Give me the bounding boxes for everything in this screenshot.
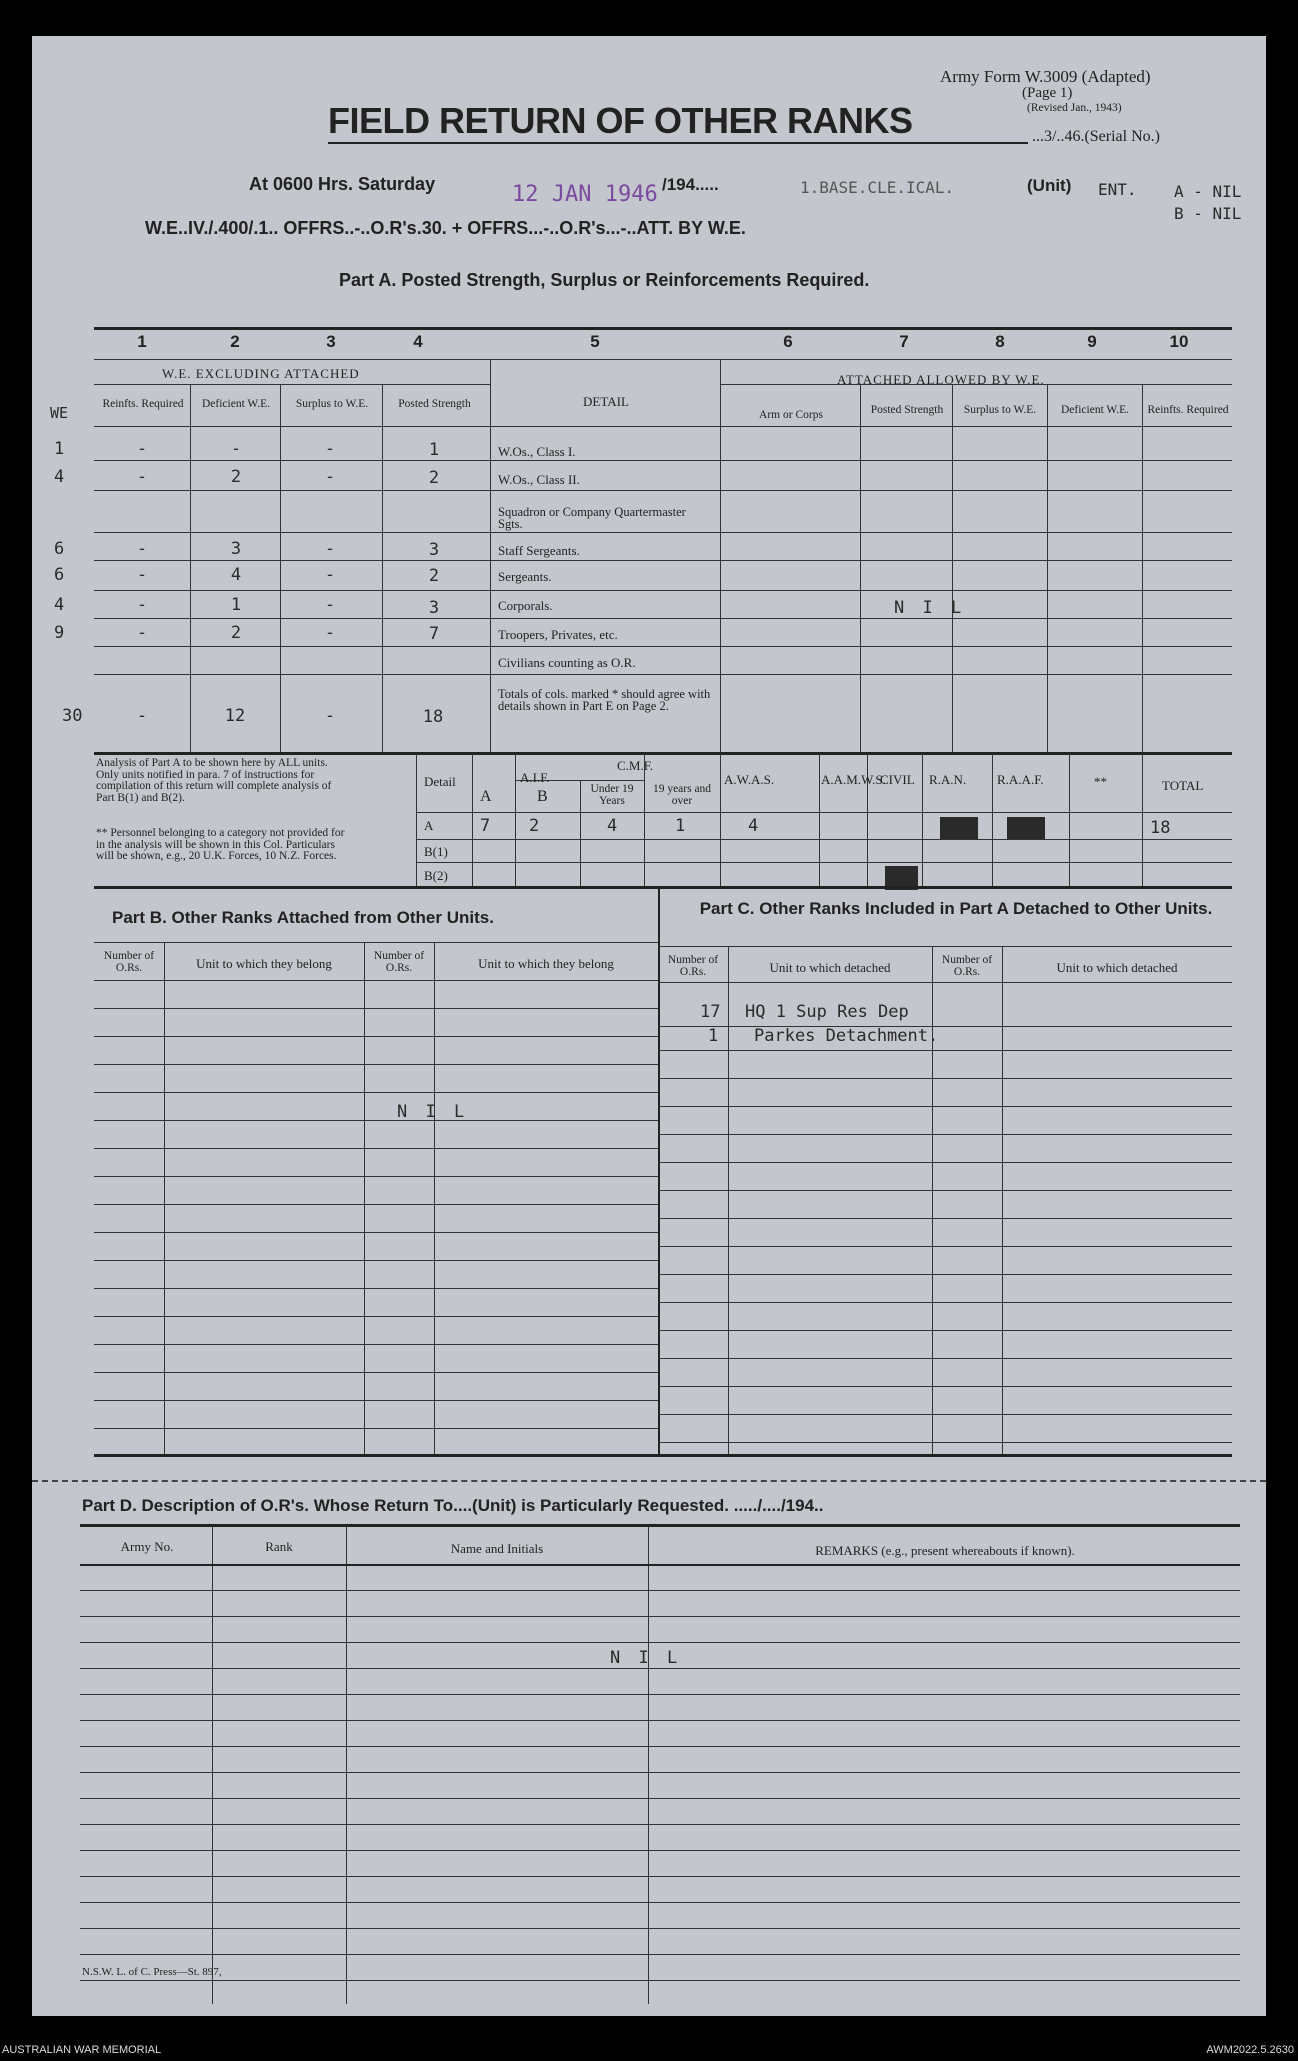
analysis-total-value: 18 xyxy=(1150,818,1171,838)
cell-reinfts: - xyxy=(136,623,148,643)
date-stamp: 12 JAN 1946 xyxy=(512,182,658,207)
part-d-nil: N I L xyxy=(610,1648,682,1668)
rule xyxy=(94,1344,658,1345)
rule xyxy=(658,1106,1232,1107)
rule xyxy=(80,1876,1240,1877)
part-c-unit: HQ 1 Sup Res Dep xyxy=(745,1002,909,1022)
detail-label: Troopers, Privates, etc. xyxy=(498,627,618,642)
rule xyxy=(80,1564,1240,1566)
head-arm-corps: Arm or Corps xyxy=(759,409,823,421)
col-number-3: 3 xyxy=(326,332,336,351)
analysis-awas: A.W.A.S. xyxy=(724,772,775,787)
unit-label: (Unit) xyxy=(1027,176,1072,195)
col-number-4: 4 xyxy=(413,332,423,351)
rule xyxy=(94,1316,658,1317)
part-a-title: Part A. Posted Strength, Surplus or Reinforcements Required. xyxy=(339,270,870,290)
col-number-2: 2 xyxy=(230,332,240,351)
part-d-head-name: Name and Initials xyxy=(450,1541,544,1556)
we-value: 6 xyxy=(54,539,65,559)
detail-label: Squadron or Company Quartermaster Sgts. xyxy=(498,505,686,531)
cell-posted: 2 xyxy=(428,566,440,586)
at-hours-line: At 0600 Hrs. Saturday xyxy=(249,174,436,194)
rule xyxy=(94,460,1232,461)
revised-date: (Revised Jan., 1943) xyxy=(1027,102,1122,114)
col-number-10: 10 xyxy=(1169,332,1189,351)
rule xyxy=(658,1274,1232,1275)
attached-nil: N I L xyxy=(894,598,966,618)
title-underline xyxy=(328,142,1028,144)
total-reinfts: - xyxy=(136,706,148,726)
cell-surplus: - xyxy=(324,623,336,643)
rule xyxy=(952,384,953,753)
cell-posted: 7 xyxy=(428,624,440,644)
part-d-head-rank: Rank xyxy=(265,1539,293,1554)
analysis-aamws: A.A.M.W.S. xyxy=(821,772,886,787)
rule xyxy=(94,1260,658,1261)
rule xyxy=(416,812,1232,813)
serial-number: ...3/..46.(Serial No.) xyxy=(1032,128,1160,145)
we-excluding-attached: W.E. EXCLUDING ATTACHED xyxy=(162,366,360,381)
rule xyxy=(580,780,581,886)
rule xyxy=(658,1218,1232,1219)
rule xyxy=(515,754,516,886)
cell-reinfts: - xyxy=(136,595,148,615)
rule xyxy=(416,839,1232,840)
part-b-head-number-2: Number of O.Rs. xyxy=(373,950,425,974)
rule xyxy=(80,1824,1240,1825)
rule xyxy=(728,946,729,1454)
total-deficient: 12 xyxy=(224,706,246,726)
analysis-a-value: 7 xyxy=(480,816,491,836)
head-att-reinfts: Reinfts. Required xyxy=(1147,404,1229,416)
rule xyxy=(94,1232,658,1233)
analysis-civil: CIVIL xyxy=(880,772,915,787)
rule xyxy=(94,752,1232,755)
rule xyxy=(94,618,1232,619)
rule xyxy=(80,1798,1240,1799)
analysis-row-a: A xyxy=(424,818,434,833)
cell-deficient: 1 xyxy=(230,595,242,615)
rule xyxy=(346,1526,347,2004)
rule xyxy=(190,384,191,753)
rule xyxy=(94,532,1232,533)
we-value: 4 xyxy=(54,595,65,615)
archive-footer xyxy=(0,2040,1298,2061)
part-d-head-remarks: REMARKS (e.g., present whereabouts if known). xyxy=(815,1543,1075,1558)
we-line: W.E..IV./.400/.1.. OFFRS..-..O.R's.30. + OFFRS...-..O.R's...-..ATT. BY W.E. xyxy=(145,218,746,238)
cell-deficient: 2 xyxy=(230,623,242,643)
part-b-nil: N I L xyxy=(397,1102,469,1122)
analysis-row-b2: B(2) xyxy=(424,868,448,883)
rule xyxy=(819,754,820,886)
head-deficient: Deficient W.E. xyxy=(201,398,271,410)
cell-posted: 3 xyxy=(428,540,440,560)
analysis-aif: A.I.F. xyxy=(520,770,550,785)
analysis-row-b1: B(1) xyxy=(424,844,448,859)
rule xyxy=(94,674,1232,675)
head-posted-strength: Posted Strength xyxy=(398,398,471,410)
rule xyxy=(94,1120,658,1121)
head-att-posted: Posted Strength xyxy=(870,404,944,416)
rule xyxy=(280,384,281,753)
rule xyxy=(80,1954,1240,1955)
analysis-detail-head: Detail xyxy=(424,774,456,789)
rule xyxy=(80,1524,1240,1527)
rule xyxy=(1047,384,1048,753)
page-number: (Page 1) xyxy=(1022,85,1073,101)
rule xyxy=(94,1400,658,1401)
rule xyxy=(94,359,1232,360)
analysis-under19: Under 19 Years xyxy=(590,783,634,807)
cell-deficient: 3 xyxy=(230,539,242,559)
rule xyxy=(382,384,383,753)
rule xyxy=(212,1526,213,2004)
we-value: 4 xyxy=(54,467,65,487)
analysis-over19-value: 1 xyxy=(675,816,686,836)
rule xyxy=(658,1078,1232,1079)
unit-typed: 1.BASE.CLE.ICAL. xyxy=(800,178,955,197)
analysis-under19-value: 4 xyxy=(607,816,618,836)
rule xyxy=(658,1190,1232,1191)
rule xyxy=(94,426,1232,427)
analysis-other: ** xyxy=(1094,774,1107,789)
col-number-6: 6 xyxy=(783,332,793,351)
summary-b: B - NIL xyxy=(1174,204,1242,223)
part-c-head-number: Number of O.Rs. xyxy=(667,954,719,978)
detail-label: Staff Sergeants. xyxy=(498,543,580,558)
categories-note: ** Personnel belonging to a category not provided for in the analysis will be shown in this Col. Particulars will be shown, e.g., 20 U.K. Forces, 10 N.Z. Forces. xyxy=(96,827,345,862)
cell-deficient: - xyxy=(230,439,242,459)
rule xyxy=(658,946,1232,947)
rule xyxy=(94,980,658,981)
rule xyxy=(658,1386,1232,1387)
rule xyxy=(80,1720,1240,1721)
detail-label: Sergeants. xyxy=(498,569,552,584)
rule xyxy=(94,1454,1232,1457)
analysis-aif-value: 2 xyxy=(529,816,540,836)
rule xyxy=(80,1980,1240,1981)
rule xyxy=(658,1358,1232,1359)
rule xyxy=(416,754,417,886)
rule xyxy=(1142,384,1143,753)
press-imprint: N.S.W. L. of C. Press—St. 897, xyxy=(82,1966,222,1978)
rule xyxy=(364,942,365,1454)
rule xyxy=(94,1372,658,1373)
rule xyxy=(94,886,1232,889)
we-margin-label: WE xyxy=(50,404,69,422)
analysis-awas-value: 4 xyxy=(748,816,759,836)
cell-surplus: - xyxy=(324,439,336,459)
rule xyxy=(80,1928,1240,1929)
cell-reinfts: - xyxy=(136,565,148,585)
head-att-deficient: Deficient W.E. xyxy=(1060,404,1130,416)
rule xyxy=(94,1204,658,1205)
part-c-head-unit: Unit to which detached xyxy=(769,960,891,975)
rule xyxy=(658,982,1232,983)
col-number-1: 1 xyxy=(137,332,147,351)
totals-note: Totals of cols. marked * should agree with details shown in Part E on Page 2. xyxy=(498,687,711,713)
part-c-number: 17 xyxy=(700,1002,721,1022)
rule xyxy=(94,1064,658,1065)
rule xyxy=(932,946,933,1454)
rule xyxy=(1142,754,1143,886)
perforation-line xyxy=(32,1480,1266,1482)
analysis-note: Analysis of Part A to be shown here by ALL units. Only units notified in para. 7 of instructions for compilation of this return will complete analysis of Part B(1) and B(2). xyxy=(96,757,332,804)
rule xyxy=(80,1772,1240,1773)
rule xyxy=(860,384,861,753)
analysis-raaf: R.A.A.F. xyxy=(997,772,1044,787)
rule xyxy=(80,1694,1240,1695)
rule xyxy=(80,1668,1240,1669)
archive-name: AUSTRALIAN WAR MEMORIAL xyxy=(2,2044,162,2056)
head-detail: DETAIL xyxy=(583,394,629,409)
cell-reinfts: - xyxy=(136,539,148,559)
head-reinfts-required: Reinfts. Required xyxy=(102,398,184,410)
rule xyxy=(94,1092,658,1093)
head-att-surplus: Surplus to W.E. xyxy=(963,404,1037,416)
cell-surplus: - xyxy=(324,565,336,585)
rule xyxy=(434,942,435,1454)
we-total: 30 xyxy=(62,706,83,726)
we-value: 6 xyxy=(54,565,65,585)
detail-label: W.Os., Class II. xyxy=(498,472,580,487)
cell-posted: 1 xyxy=(428,440,440,460)
analysis-cmf: C.M.F. xyxy=(617,758,654,773)
rule xyxy=(658,1162,1232,1163)
we-value: 1 xyxy=(54,439,65,459)
rule xyxy=(658,1302,1232,1303)
rule xyxy=(992,754,993,886)
part-b-title: Part B. Other Ranks Attached from Other Units. xyxy=(112,908,494,927)
rule xyxy=(80,1642,1240,1643)
detail-label: Corporals. xyxy=(498,598,553,613)
rule xyxy=(720,359,721,753)
cell-reinfts: - xyxy=(136,439,148,459)
part-d-head-army-no: Army No. xyxy=(120,1539,174,1554)
part-d-title: Part D. Description of O.R's. Whose Return To....(Unit) is Particularly Requested. ...../..../194.. xyxy=(82,1496,824,1515)
rule xyxy=(94,1288,658,1289)
cell-deficient: 4 xyxy=(230,565,242,585)
part-b-head-unit-2: Unit to which they belong xyxy=(478,956,614,971)
cell-reinfts: - xyxy=(136,467,148,487)
rule xyxy=(1002,946,1003,1454)
col-number-9: 9 xyxy=(1087,332,1097,351)
rule xyxy=(648,1526,649,2004)
rule xyxy=(922,754,923,886)
cell-surplus: - xyxy=(324,595,336,615)
rule xyxy=(94,942,658,943)
form-sheet xyxy=(32,36,1266,2016)
rule xyxy=(94,1176,658,1177)
cell-deficient: 2 xyxy=(230,467,242,487)
total-posted: 18 xyxy=(422,707,444,727)
rule xyxy=(80,1616,1240,1617)
analysis-total-head: TOTAL xyxy=(1162,778,1204,793)
rule xyxy=(94,1428,658,1429)
analysis-col-b: B xyxy=(537,788,548,805)
rule xyxy=(658,1134,1232,1135)
archive-reference: AWM2022.5.2630 xyxy=(1206,2044,1294,2056)
rule xyxy=(472,754,473,886)
we-value: 9 xyxy=(54,623,65,643)
rule xyxy=(94,384,490,385)
rule xyxy=(94,1008,658,1009)
rule xyxy=(80,1590,1240,1591)
detail-label: Civilians counting as O.R. xyxy=(498,655,636,670)
analysis-col-a: A xyxy=(480,788,492,805)
cell-posted: 3 xyxy=(428,598,440,618)
part-b-head-unit: Unit to which they belong xyxy=(196,956,332,971)
form-title: FIELD RETURN OF OTHER RANKS xyxy=(328,100,913,141)
part-c-head-number-2: Number of O.Rs. xyxy=(941,954,993,978)
detail-label: W.Os., Class I. xyxy=(498,444,576,459)
cell-posted: 2 xyxy=(428,468,440,488)
unit-tail: ENT. xyxy=(1098,180,1137,199)
rule xyxy=(658,1246,1232,1247)
head-surplus: Surplus to W.E. xyxy=(295,398,369,410)
part-c-unit: Parkes Detachment. xyxy=(754,1026,939,1046)
rule xyxy=(720,754,721,886)
rule xyxy=(490,359,491,753)
attached-allowed: ATTACHED ALLOWED BY W.E. xyxy=(837,372,1045,387)
rule xyxy=(94,590,1232,591)
part-c-head-unit-2: Unit to which detached xyxy=(1056,960,1178,975)
rule xyxy=(658,1442,1232,1443)
cell-surplus: - xyxy=(324,467,336,487)
rule xyxy=(94,490,1232,491)
year-field: /194..... xyxy=(662,175,719,194)
analysis-over19: 19 years and over xyxy=(652,783,712,807)
redaction-mark xyxy=(1007,817,1045,839)
rule xyxy=(416,862,1232,863)
rule xyxy=(94,646,1232,647)
col-number-5: 5 xyxy=(590,332,600,351)
col-number-7: 7 xyxy=(899,332,909,351)
rule xyxy=(80,1746,1240,1747)
rule xyxy=(94,327,1232,330)
rule xyxy=(80,1902,1240,1903)
army-form-number: Army Form W.3009 (Adapted) xyxy=(940,67,1151,86)
rule xyxy=(80,1850,1240,1851)
total-surplus: - xyxy=(324,706,336,726)
rule xyxy=(164,942,165,1454)
col-number-8: 8 xyxy=(995,332,1005,351)
part-b-head-number: Number of O.Rs. xyxy=(103,950,155,974)
rule xyxy=(94,1148,658,1149)
rule xyxy=(658,1026,1232,1027)
rule xyxy=(658,1330,1232,1331)
rule xyxy=(1069,754,1070,886)
rule xyxy=(658,1050,1232,1051)
analysis-ran: R.A.N. xyxy=(929,772,967,787)
redaction-mark xyxy=(940,817,978,839)
rule xyxy=(658,1414,1232,1415)
rule xyxy=(94,1036,658,1037)
rule xyxy=(94,560,1232,561)
summary-a: A - NIL xyxy=(1174,182,1242,201)
part-c-title: Part C. Other Ranks Included in Part A Detached to Other Units. xyxy=(699,899,1213,918)
part-c-number: 1 xyxy=(708,1026,719,1046)
cell-surplus: - xyxy=(324,539,336,559)
